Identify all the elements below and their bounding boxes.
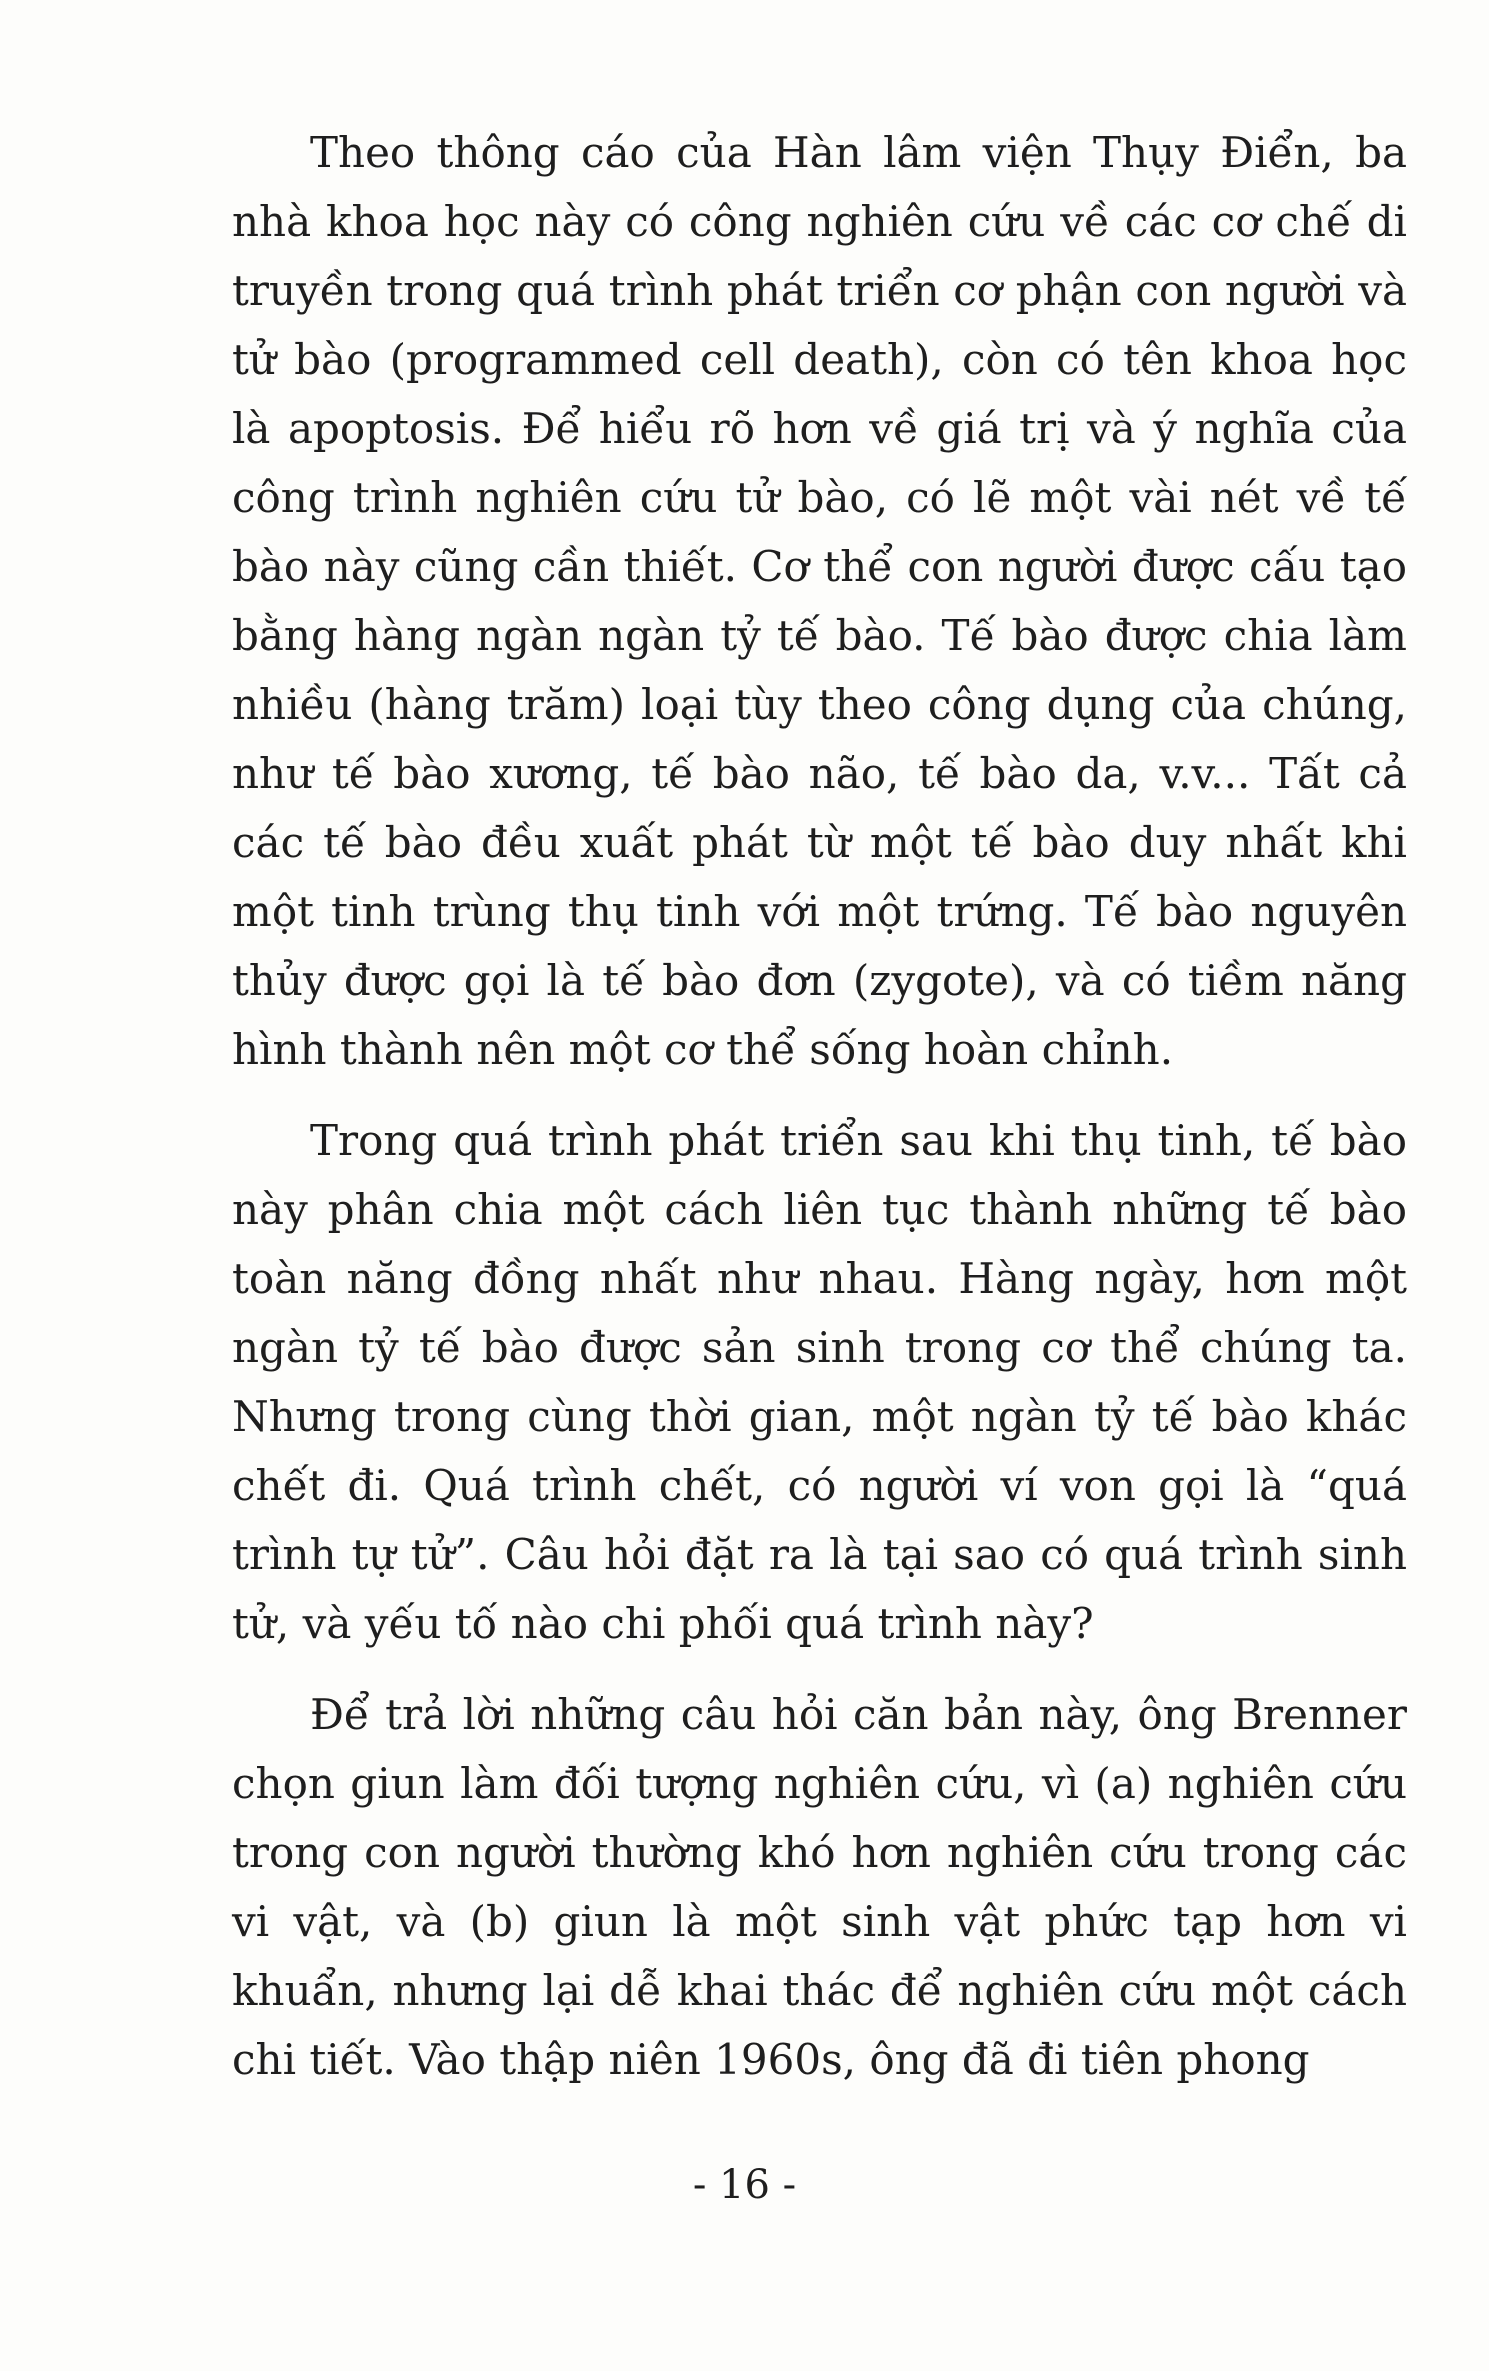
page-number: - 16 - — [692, 2162, 797, 2208]
paragraph-3: Để trả lời những câu hỏi căn bản này, ông Brenner chọn giun làm đối tượng nghiên cứu, vì (a) nghiên cứu trong con người thường khó hơn nghiên cứu trong các vi vật, và (b) giun là một sinh vật phức tạp hơn vi khuẩn, nhưng lại dễ khai thác để nghiên cứu một cách chi tiết. Vào thập niên 1960s, ông đã đi tiên phong — [232, 1690, 1407, 2084]
paragraph-1: Theo thông cáo của Hàn lâm viện Thụy Điển, ba nhà khoa học này có công nghiên cứu về các cơ chế di truyền trong quá trình phát triển cơ phận con người và tử bào (programmed cell death), còn có tên khoa học là apoptosis. Để hiểu rõ hơn về giá trị và ý nghĩa của công trình nghiên cứu tử bào, có lẽ một vài nét về tế bào này cũng cần thiết. Cơ thể con người được cấu tạo bằng hàng ngàn ngàn tỷ tế bào. Tế bào được chia làm nhiều (hàng trăm) loại tùy theo công dụng của chúng, như tế bào xương, tế bào não, tế bào da, v.v... Tất cả các tế bào đều xuất phát từ một tế bào duy nhất khi một tinh trùng thụ tinh với một trứng. Tế bào nguyên thủy được gọi là tế bào đơn (zygote), và có tiềm năng hình thành nên một cơ thể sống hoàn chỉnh. — [232, 128, 1407, 1074]
paragraph-2: Trong quá trình phát triển sau khi thụ tinh, tế bào này phân chia một cách liên tục thành những tế bào toàn năng đồng nhất như nhau. Hàng ngày, hơn một ngàn tỷ tế bào được sản sinh trong cơ thể chúng ta. Nhưng trong cùng thời gian, một ngàn tỷ tế bào khác chết đi. Quá trình chết, có người ví von gọi là “quá trình tự tử”. Câu hỏi đặt ra là tại sao có quá trình sinh tử, và yếu tố nào chi phối quá trình này? — [232, 1116, 1407, 1648]
body-text — [232, 118, 1407, 2094]
